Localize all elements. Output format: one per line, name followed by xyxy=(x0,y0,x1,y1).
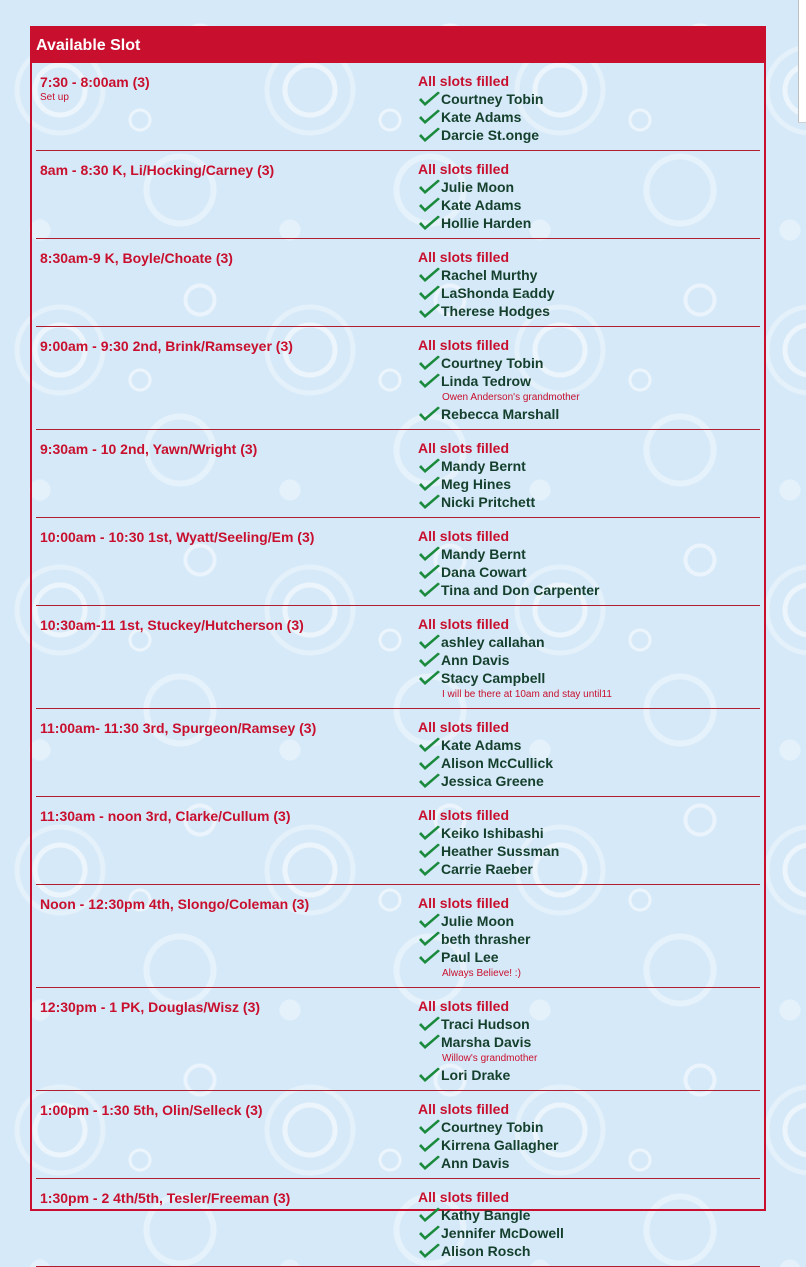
slot-info xyxy=(40,998,418,1084)
slot-info xyxy=(40,161,418,232)
volunteer-item xyxy=(418,108,760,126)
volunteer-item xyxy=(418,214,760,232)
checkmark-icon xyxy=(418,354,441,372)
volunteer-name: Mandy Bernt xyxy=(441,546,526,562)
scrollbar-edge[interactable] xyxy=(798,0,806,123)
checkmark-icon xyxy=(418,372,441,390)
volunteer-name: Meg Hines xyxy=(441,476,512,492)
volunteer-list xyxy=(418,998,760,1084)
volunteer-list xyxy=(418,337,760,423)
volunteer-item xyxy=(418,633,760,651)
checkmark-icon xyxy=(418,405,441,423)
volunteer-item xyxy=(418,1118,760,1136)
volunteer-item xyxy=(418,178,760,196)
slot-title: 7:30 - 8:00am (3) xyxy=(40,74,150,90)
volunteer-item xyxy=(418,284,760,302)
slot-status: All slots filled xyxy=(418,440,510,456)
checkmark-icon xyxy=(418,669,441,687)
slot-row xyxy=(36,151,760,239)
volunteer-name: Marsha Davis xyxy=(441,1034,532,1050)
volunteer-item xyxy=(418,651,760,669)
checkmark-icon xyxy=(418,1033,441,1051)
volunteer-name: Ann Davis xyxy=(441,652,510,668)
volunteer-name: ashley callahan xyxy=(441,634,545,650)
volunteer-list xyxy=(418,719,760,790)
volunteer-comment: Willow's grandmother xyxy=(442,1053,538,1064)
volunteer-name: Rachel Murthy xyxy=(441,267,538,283)
slot-row xyxy=(36,797,760,885)
volunteer-name: Kathy Bangle xyxy=(441,1207,531,1223)
slot-info xyxy=(40,807,418,878)
slot-info xyxy=(40,1189,418,1260)
slot-row xyxy=(36,239,760,327)
checkmark-icon xyxy=(418,824,441,842)
slot-title: 11:00am- 11:30 3rd, Spurgeon/Ramsey (3) xyxy=(40,720,317,736)
slot-row xyxy=(36,1179,760,1267)
volunteer-item xyxy=(418,1206,760,1224)
volunteer-item xyxy=(418,1154,760,1172)
volunteer-item xyxy=(418,354,760,372)
slot-status: All slots filled xyxy=(418,249,510,265)
volunteer-item xyxy=(418,1015,760,1033)
volunteer-item xyxy=(418,405,760,423)
slot-row xyxy=(36,709,760,797)
slot-info xyxy=(40,249,418,320)
slot-status: All slots filled xyxy=(418,528,510,544)
volunteer-comment: I will be there at 10am and stay until11 xyxy=(442,689,612,700)
table-header: Available Slot xyxy=(32,28,764,63)
volunteer-list xyxy=(418,249,760,320)
slot-status: All slots filled xyxy=(418,895,510,911)
volunteer-name: Traci Hudson xyxy=(441,1016,530,1032)
volunteer-name: Therese Hodges xyxy=(441,303,550,319)
volunteer-list xyxy=(418,807,760,878)
slot-title: 8am - 8:30 K, Li/Hocking/Carney (3) xyxy=(40,162,275,178)
slot-row xyxy=(36,885,760,988)
signup-table xyxy=(30,26,766,1259)
checkmark-icon xyxy=(418,860,441,878)
volunteer-item xyxy=(418,912,760,930)
volunteer-item xyxy=(418,1033,760,1051)
volunteer-item xyxy=(418,824,760,842)
volunteer-item xyxy=(418,372,760,390)
slot-row xyxy=(36,430,760,518)
volunteer-item xyxy=(418,754,760,772)
volunteer-name: Jennifer McDowell xyxy=(441,1225,564,1241)
checkmark-icon xyxy=(418,948,441,966)
volunteer-item xyxy=(418,581,760,599)
checkmark-icon xyxy=(418,90,441,108)
checkmark-icon xyxy=(418,126,441,144)
volunteer-list xyxy=(418,616,760,702)
checkmark-icon xyxy=(418,1066,441,1084)
volunteer-name: Linda Tedrow xyxy=(441,373,531,389)
slot-title: 1:30pm - 2 4th/5th, Tesler/Freeman (3) xyxy=(40,1190,291,1206)
slot-info xyxy=(40,337,418,423)
volunteer-item xyxy=(418,266,760,284)
slot-title: 11:30am - noon 3rd, Clarke/Cullum (3) xyxy=(40,808,291,824)
volunteer-name: Hollie Harden xyxy=(441,215,532,231)
slot-row xyxy=(36,63,760,151)
volunteer-item xyxy=(418,1224,760,1242)
volunteer-item xyxy=(418,457,760,475)
volunteer-name: Kirrena Gallagher xyxy=(441,1137,559,1153)
slot-info xyxy=(40,528,418,599)
volunteer-item xyxy=(418,736,760,754)
volunteer-item xyxy=(418,493,760,511)
volunteer-name: Paul Lee xyxy=(441,949,499,965)
slot-status: All slots filled xyxy=(418,998,510,1014)
slot-info xyxy=(40,719,418,790)
checkmark-icon xyxy=(418,266,441,284)
volunteer-list xyxy=(418,73,760,144)
volunteer-list xyxy=(418,1101,760,1172)
checkmark-icon xyxy=(418,1015,441,1033)
volunteer-name: Courtney Tobin xyxy=(441,355,544,371)
volunteer-name: Carrie Raeber xyxy=(441,861,533,877)
volunteer-comment: Owen Anderson's grandmother xyxy=(442,392,580,403)
slot-status: All slots filled xyxy=(418,616,510,632)
volunteer-item xyxy=(418,1242,760,1260)
slot-title: 1:00pm - 1:30 5th, Olin/Selleck (3) xyxy=(40,1102,263,1118)
volunteer-name: Lori Drake xyxy=(441,1067,511,1083)
volunteer-item xyxy=(418,302,760,320)
slot-info xyxy=(40,73,418,144)
volunteer-name: Kate Adams xyxy=(441,737,522,753)
volunteer-name: Julie Moon xyxy=(441,179,515,195)
checkmark-icon xyxy=(418,545,441,563)
slot-status: All slots filled xyxy=(418,73,510,89)
volunteer-item xyxy=(418,545,760,563)
slot-status: All slots filled xyxy=(418,161,510,177)
volunteer-list xyxy=(418,161,760,232)
checkmark-icon xyxy=(418,196,441,214)
slot-title: 9:00am - 9:30 2nd, Brink/Ramseyer (3) xyxy=(40,338,293,354)
slot-info xyxy=(40,1101,418,1172)
checkmark-icon xyxy=(418,475,441,493)
checkmark-icon xyxy=(418,772,441,790)
volunteer-name: Heather Sussman xyxy=(441,843,560,859)
volunteer-item xyxy=(418,1136,760,1154)
checkmark-icon xyxy=(418,754,441,772)
checkmark-icon xyxy=(418,930,441,948)
slot-status: All slots filled xyxy=(418,337,510,353)
slot-title: 9:30am - 10 2nd, Yawn/Wright (3) xyxy=(40,441,258,457)
checkmark-icon xyxy=(418,581,441,599)
slot-row xyxy=(36,518,760,606)
checkmark-icon xyxy=(418,302,441,320)
slot-title: 10:00am - 10:30 1st, Wyatt/Seeling/Em (3) xyxy=(40,529,315,545)
slot-row xyxy=(36,606,760,709)
checkmark-icon xyxy=(418,214,441,232)
volunteer-name: Alison McCullick xyxy=(441,755,554,771)
volunteer-item xyxy=(418,1066,760,1084)
volunteer-name: Courtney Tobin xyxy=(441,1119,544,1135)
volunteer-list xyxy=(418,440,760,511)
volunteer-item xyxy=(418,772,760,790)
checkmark-icon xyxy=(418,178,441,196)
volunteer-name: Tina and Don Carpenter xyxy=(441,582,600,598)
volunteer-name: Jessica Greene xyxy=(441,773,544,789)
volunteer-name: Nicki Pritchett xyxy=(441,494,536,510)
volunteer-list xyxy=(418,1189,760,1260)
volunteer-name: Courtney Tobin xyxy=(441,91,544,107)
volunteer-item xyxy=(418,669,760,687)
slot-status: All slots filled xyxy=(418,1101,510,1117)
slot-row xyxy=(36,1091,760,1179)
checkmark-icon xyxy=(418,563,441,581)
volunteer-name: Kate Adams xyxy=(441,109,522,125)
slot-title: 10:30am-11 1st, Stuckey/Hutcherson (3) xyxy=(40,617,304,633)
volunteer-item xyxy=(418,860,760,878)
volunteer-name: Dana Cowart xyxy=(441,564,527,580)
volunteer-list xyxy=(418,895,760,981)
checkmark-icon xyxy=(418,842,441,860)
slot-title: 12:30pm - 1 PK, Douglas/Wisz (3) xyxy=(40,999,261,1015)
slot-status: All slots filled xyxy=(418,807,510,823)
checkmark-icon xyxy=(418,1118,441,1136)
checkmark-icon xyxy=(418,1242,441,1260)
checkmark-icon xyxy=(418,1136,441,1154)
volunteer-item xyxy=(418,842,760,860)
checkmark-icon xyxy=(418,912,441,930)
volunteer-name: LaShonda Eaddy xyxy=(441,285,555,301)
volunteer-name: Stacy Campbell xyxy=(441,670,546,686)
checkmark-icon xyxy=(418,493,441,511)
slot-note: Set up xyxy=(40,92,69,103)
volunteer-name: Keiko Ishibashi xyxy=(441,825,544,841)
volunteer-name: beth thrasher xyxy=(441,931,531,947)
volunteer-item xyxy=(418,126,760,144)
volunteer-item xyxy=(418,475,760,493)
slot-title: Noon - 12:30pm 4th, Slongo/Coleman (3) xyxy=(40,896,310,912)
volunteer-name: Julie Moon xyxy=(441,913,515,929)
volunteer-name: Mandy Bernt xyxy=(441,458,526,474)
slot-row xyxy=(36,988,760,1091)
checkmark-icon xyxy=(418,651,441,669)
slot-status: All slots filled xyxy=(418,1189,510,1205)
checkmark-icon xyxy=(418,736,441,754)
volunteer-item xyxy=(418,563,760,581)
slot-info xyxy=(40,895,418,981)
volunteer-item xyxy=(418,196,760,214)
checkmark-icon xyxy=(418,284,441,302)
volunteer-name: Rebecca Marshall xyxy=(441,406,560,422)
slot-row xyxy=(36,327,760,430)
checkmark-icon xyxy=(418,457,441,475)
slot-info xyxy=(40,616,418,702)
volunteer-list xyxy=(418,528,760,599)
slot-info xyxy=(40,440,418,511)
slot-title: 8:30am-9 K, Boyle/Choate (3) xyxy=(40,250,233,266)
volunteer-name: Darcie St.onge xyxy=(441,127,540,143)
volunteer-name: Ann Davis xyxy=(441,1155,510,1171)
volunteer-comment: Always Believe! :) xyxy=(442,968,521,979)
checkmark-icon xyxy=(418,633,441,651)
checkmark-icon xyxy=(418,108,441,126)
slot-status: All slots filled xyxy=(418,719,510,735)
slot-list xyxy=(32,63,764,1267)
volunteer-item xyxy=(418,90,760,108)
volunteer-name: Kate Adams xyxy=(441,197,522,213)
volunteer-item xyxy=(418,930,760,948)
checkmark-icon xyxy=(418,1206,441,1224)
volunteer-item xyxy=(418,948,760,966)
checkmark-icon xyxy=(418,1154,441,1172)
checkmark-icon xyxy=(418,1224,441,1242)
volunteer-name: Alison Rosch xyxy=(441,1243,531,1259)
